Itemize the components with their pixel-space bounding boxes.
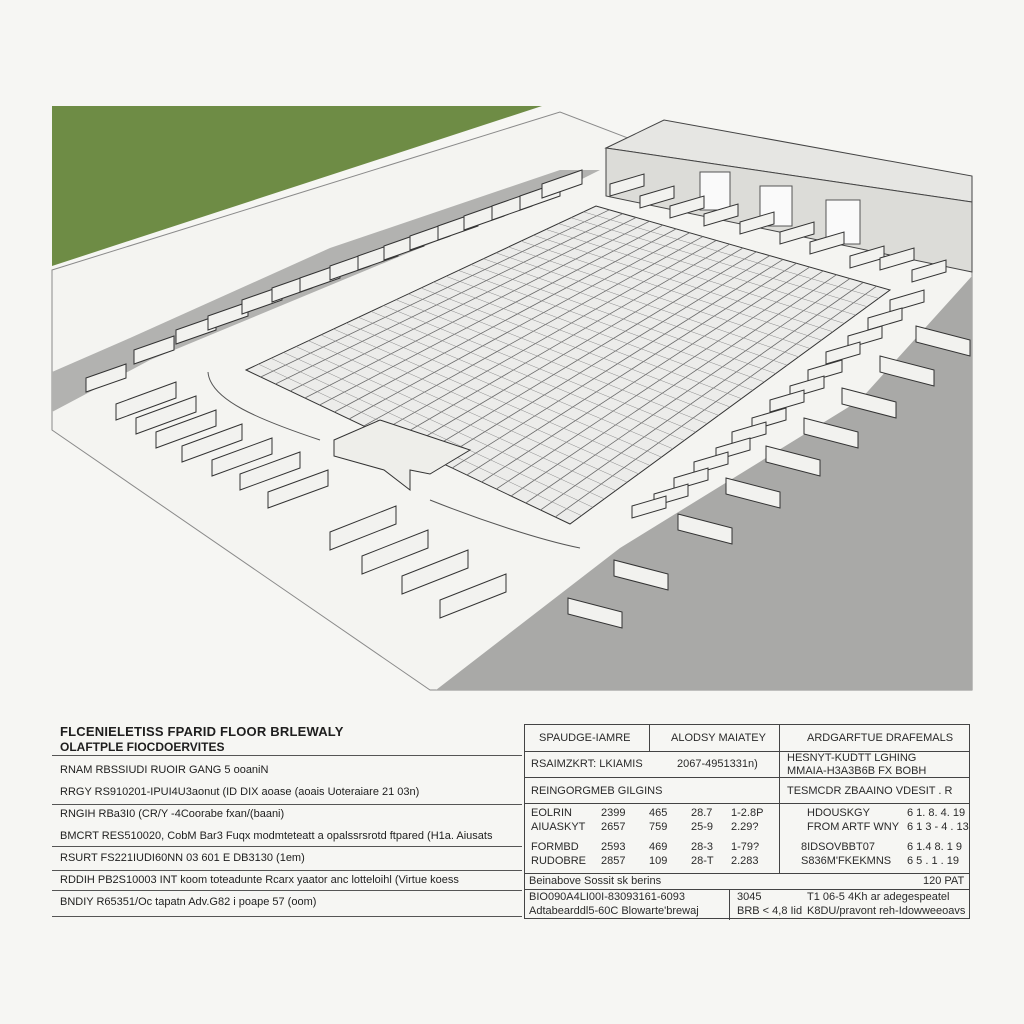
table-section: TESMCDR ZBAAINO VDESIT . R (787, 785, 953, 797)
table-divider (525, 803, 969, 804)
data-value: 469 (649, 841, 668, 853)
legend-row: BNDIY R65351/Oc tapatn Adv.G82 i poape 57 (oom) (60, 896, 317, 908)
legend-rule (52, 916, 522, 917)
table-cell: MMAIA-H3A3B6B FX BOBH (787, 765, 927, 777)
data-label: EOLRIN (531, 807, 572, 819)
table-header: SPAUDGE-IAMRE (539, 732, 631, 744)
footer-cell: T1 06-5 4Kh ar adegespeatel (807, 891, 950, 903)
table-section: REINGORGMEB GILGINS (531, 785, 663, 797)
legend-rule (52, 804, 522, 805)
legend-rule (52, 755, 522, 756)
legend-rule (52, 870, 522, 871)
legend-row: RRGY RS910201-IPUI4U3aonut (ID DIX aoase (aoais Uoteraiare 21 03n) (60, 786, 420, 798)
footer-cell: K8DU/pravont reh-Idowweeoavs (807, 905, 966, 917)
table-cell: HESNYT-KUDTT LGHING (787, 752, 917, 764)
data-value: 2.29? (731, 821, 759, 833)
data-value: 28.7 (691, 807, 713, 819)
data-value: 2399 (601, 807, 626, 819)
footer-cell: 3045 (737, 891, 762, 903)
spec-table (524, 724, 970, 919)
legend-row: RNGIH RBa3I0 (CR/Y -4Coorabe fxan/(baani) (60, 808, 285, 820)
data-value: 1-2.8P (731, 807, 764, 819)
legend-block (52, 722, 522, 922)
data-value: 1-79? (731, 841, 760, 853)
data-value: 465 (649, 807, 668, 819)
table-divider (779, 777, 780, 873)
right-value: 6 1.4 8. 1 9 (907, 841, 963, 853)
right-value: 6 1 3 - 4 . 13 (907, 821, 969, 833)
table-divider (525, 889, 969, 890)
data-value: 109 (649, 855, 668, 867)
legend-rule (52, 846, 522, 847)
right-value: 6 1. 8. 4. 19 (907, 807, 966, 819)
table-cell: RSAIMZKRT: LKIAMIS (531, 758, 643, 770)
table-divider (649, 725, 650, 751)
legend-title: FLCENIELETISS FPARID FLOOR BRLEWALY (60, 724, 344, 739)
data-value: 2857 (601, 855, 626, 867)
legend-row: RSURT FS221IUDI60NN 03 601 E DB3130 (1em) (60, 852, 305, 864)
data-label: FORMBD (531, 841, 579, 853)
data-label: AIUASKYT (531, 821, 586, 833)
right-value: 6 5 . 1 . 19 (907, 855, 959, 867)
table-header: ALODSY MAIATEY (671, 732, 766, 744)
data-label: RUDOBRE (531, 855, 587, 867)
table-cell: 2067-4951331n) (677, 758, 758, 770)
data-value: 759 (649, 821, 668, 833)
legend-rule (52, 890, 522, 891)
right-label: 8IDSOVBBT07 (801, 841, 875, 853)
footer-cell: BRB < 4,8 Iid (737, 905, 803, 917)
data-value: 2593 (601, 841, 626, 853)
legend-row: RNAM RBSSIUDI RUOIR GANG 5 ooaniN (60, 764, 269, 776)
footer-cell: Beinabove Sossit sk berins (529, 875, 662, 887)
table-divider (729, 889, 730, 920)
data-value: 25-9 (691, 821, 714, 833)
legend-row: RDDIH PB2S10003 INT koom toteadunte Rcarx yaator anc lotteloihl (Virtue koess (60, 874, 459, 886)
right-label: FROM ARTF WNY (807, 821, 900, 833)
right-label: S836M'FKEKMNS (801, 855, 892, 867)
footer-cell: 120 PAT (923, 875, 965, 887)
data-value: 28-T (691, 855, 714, 867)
table-header: ARDGARFTUE DRAFEMALS (807, 732, 954, 744)
footer-cell: Adtabearddl5-60C Blowarte'brewaj (529, 905, 699, 917)
right-label: HDOUSKGY (807, 807, 870, 819)
table-divider (525, 873, 969, 874)
data-value: 28-3 (691, 841, 714, 853)
data-value: 2.283 (731, 855, 759, 867)
footer-cell: BIO090A4LI00I-83093161-6093 (529, 891, 685, 903)
legend-subtitle: OLAFTPLE FIOCDOERVITES (60, 740, 225, 754)
table-divider (525, 777, 969, 778)
data-value: 2657 (601, 821, 626, 833)
legend-row: BMCRT RES510020, CobM Bar3 Fuqx modmteteatt a opalssrsrotd ftpared (H1a. Aiusats (60, 830, 493, 842)
